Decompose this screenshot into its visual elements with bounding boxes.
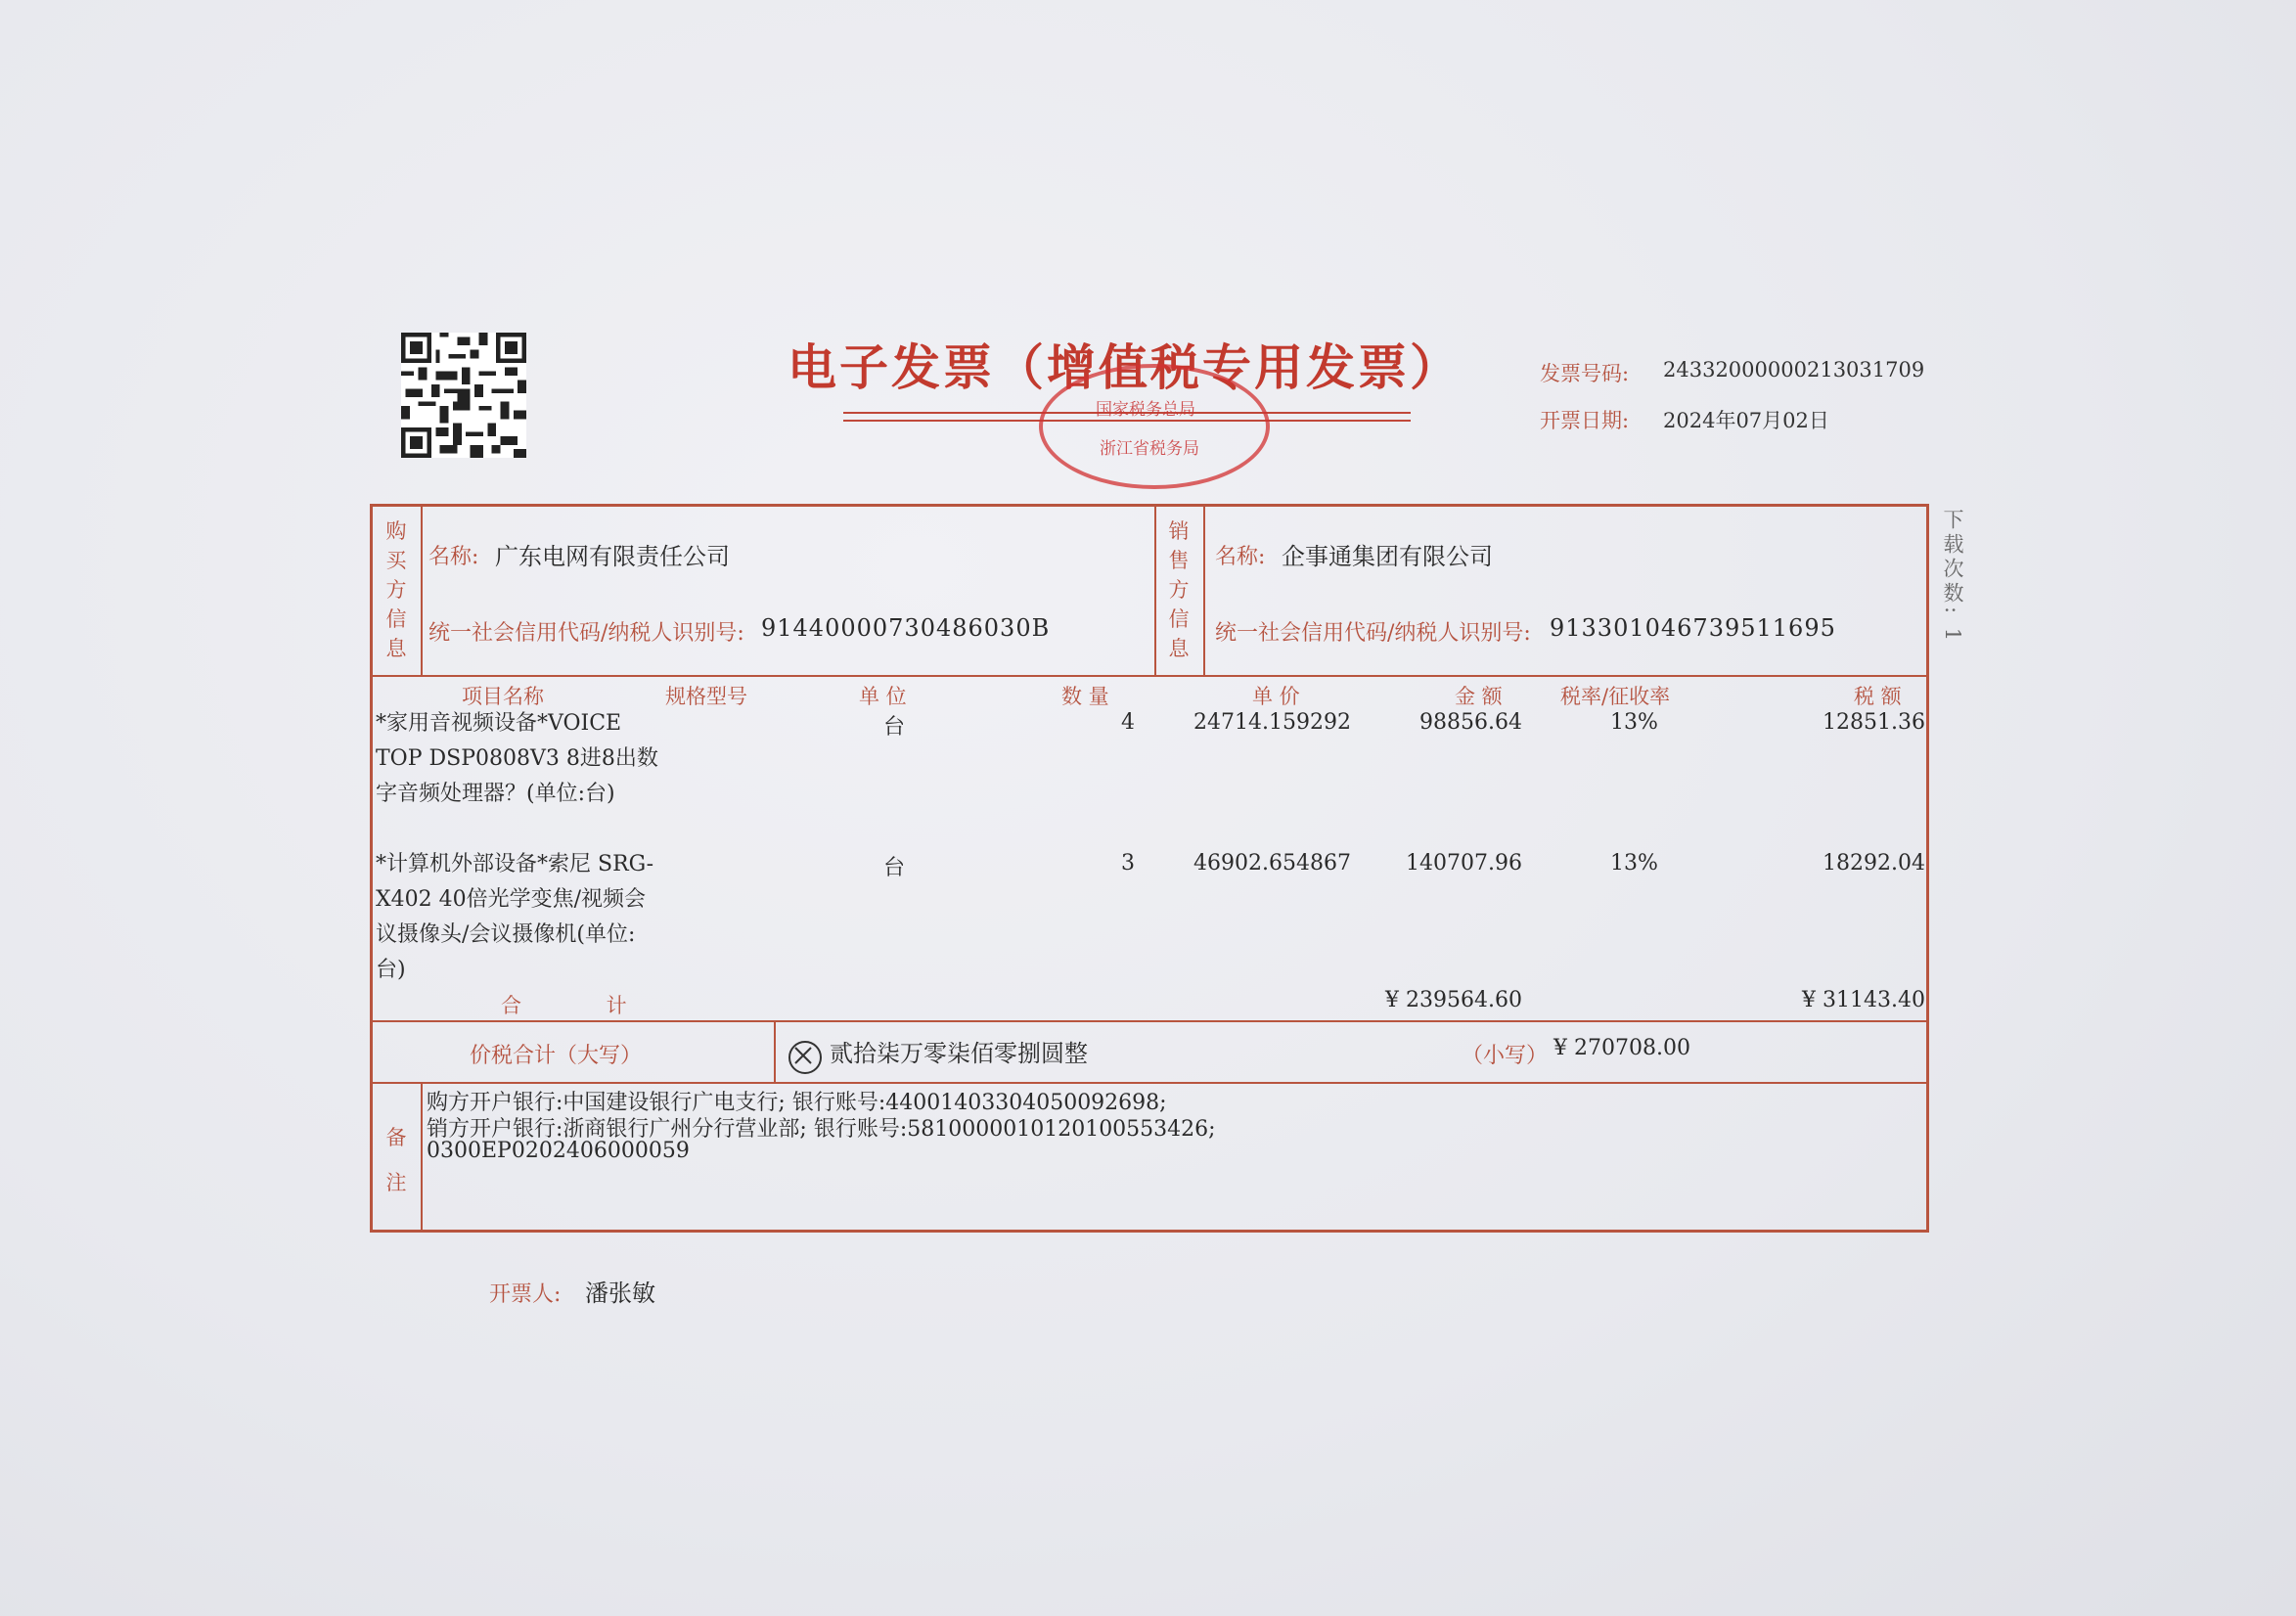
- item-rate: 13%: [1610, 710, 1658, 735]
- header-tax: 税 额: [1854, 685, 1902, 708]
- item-qty: 3: [1121, 851, 1135, 875]
- item-name: *计算机外部设备*索尼 SRG-X402 40倍光学变焦/视频会议摄像头/会议摄像机(单位:台): [376, 852, 654, 982]
- grand-total-small-label: （小写）: [1462, 1044, 1549, 1068]
- item-qty: 4: [1121, 710, 1135, 735]
- issue-date: 2024年07月02日: [1663, 409, 1829, 432]
- divider: [372, 675, 1927, 677]
- remark-line: 0300EP0202406000059: [427, 1139, 690, 1163]
- remarks-label: 备注: [385, 1126, 407, 1194]
- header-price: 单 价: [1252, 685, 1300, 708]
- buyer-name: 广东电网有限责任公司: [495, 543, 730, 570]
- total-tax: ¥ 31143.40: [1802, 988, 1925, 1012]
- download-count: 下载次数: 1: [1941, 509, 1964, 646]
- divider: [774, 1020, 776, 1082]
- item-name: *家用音视频设备*VOICE TOP DSP0808V3 8进8出数字音频处理器？(单位:台): [376, 711, 658, 806]
- item-amount: 140707.96: [1406, 851, 1522, 875]
- item-tax: 12851.36: [1823, 710, 1925, 735]
- qr-code-icon: [401, 333, 526, 458]
- buyer-tax-id: 91440000730486030B: [761, 614, 1051, 642]
- issuer-name: 潘张敏: [585, 1279, 655, 1307]
- issue-date-label: 开票日期:: [1540, 409, 1630, 432]
- item-price: 24714.159292: [1193, 710, 1351, 735]
- divider: [1154, 506, 1156, 675]
- seller-tax-id-label: 统一社会信用代码/纳税人识别号:: [1215, 621, 1531, 646]
- item-rate: 13%: [1610, 851, 1658, 875]
- remark-line: 销方开户银行:浙商银行广州分行营业部; 银行账号:5810000010120100553426;: [427, 1117, 1216, 1142]
- circle-x-icon: [788, 1041, 822, 1074]
- seller-name-label: 名称:: [1215, 545, 1266, 569]
- header-rate: 税率/征收率: [1560, 685, 1671, 708]
- buyer-name-label: 名称:: [428, 545, 479, 569]
- item-amount: 98856.64: [1419, 710, 1522, 735]
- grand-total-words-group: [788, 1034, 1088, 1074]
- header-qty: 数 量: [1061, 685, 1109, 708]
- buyer-section-label: 购买方信息: [385, 519, 407, 660]
- seller-section-label: 销售方信息: [1168, 519, 1190, 660]
- seal-text-bottom: 浙江省税务局: [1100, 439, 1199, 459]
- item-unit: 台: [883, 715, 906, 740]
- item-tax: 18292.04: [1823, 851, 1925, 875]
- divider: [372, 1020, 1927, 1022]
- header-item-name: 项目名称: [462, 685, 544, 708]
- invoice-number-label: 发票号码:: [1540, 362, 1630, 385]
- seller-tax-id: 913301046739511695: [1550, 614, 1836, 642]
- total-amount: ¥ 239564.60: [1385, 988, 1522, 1012]
- divider: [421, 506, 423, 675]
- tax-bureau-seal: [1039, 364, 1270, 489]
- divider: [372, 1082, 1927, 1084]
- grand-total-small: ¥ 270708.00: [1553, 1036, 1690, 1060]
- header-spec: 规格型号: [665, 685, 747, 708]
- seal-text-top: 国家税务总局: [1096, 400, 1195, 420]
- grand-total-words: 贰拾柒万零柒佰零捌圆整: [830, 1040, 1088, 1067]
- item-unit: 台: [883, 856, 906, 880]
- item-price: 46902.654867: [1193, 851, 1351, 875]
- divider: [421, 1082, 423, 1231]
- invoice-number: 24332000000213031709: [1663, 358, 1925, 382]
- remark-line: 购方开户银行:中国建设银行广电支行; 银行账号:44001403304050092698;: [427, 1091, 1167, 1115]
- seller-name: 企事通集团有限公司: [1282, 543, 1493, 570]
- issuer-label: 开票人:: [489, 1282, 562, 1307]
- buyer-tax-id-label: 统一社会信用代码/纳税人识别号:: [428, 621, 744, 646]
- header-unit: 单 位: [859, 685, 907, 708]
- grand-total-label: 价税合计（大写）: [470, 1044, 643, 1068]
- divider: [1203, 506, 1205, 675]
- invoice-title: 电子发票（增值税专用发票）: [788, 338, 1462, 396]
- header-amount: 金 额: [1455, 685, 1503, 708]
- total-label: 合 计: [501, 994, 666, 1017]
